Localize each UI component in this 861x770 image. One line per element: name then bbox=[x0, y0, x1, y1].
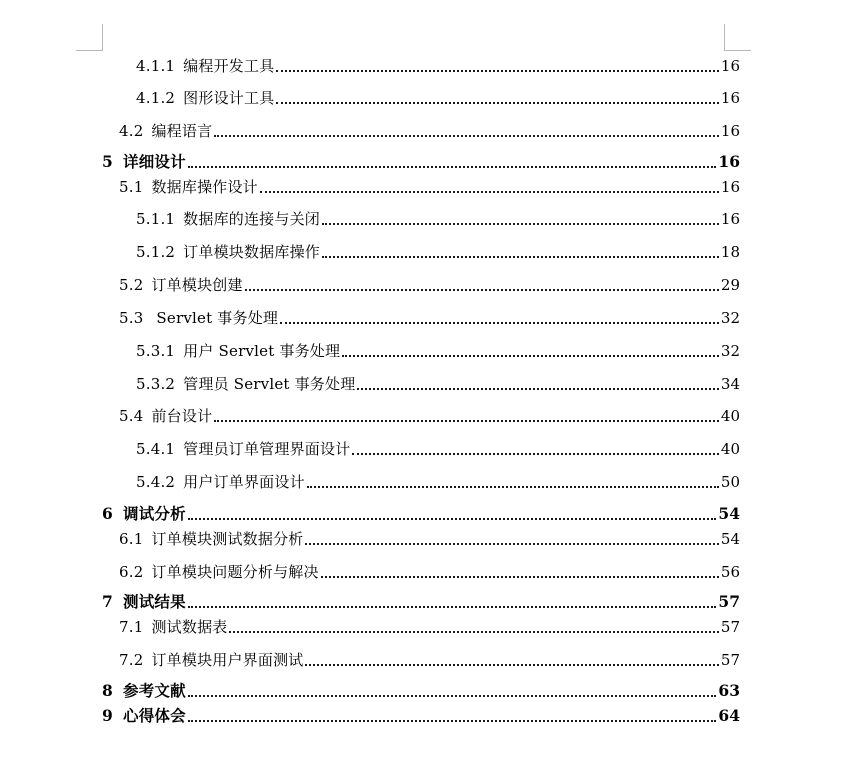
toc-entry-title bbox=[136, 242, 320, 262]
toc-entry-label: 数据库的连接与关闭 bbox=[183, 210, 320, 228]
toc-dot-leader bbox=[188, 164, 717, 168]
toc-entry[interactable] bbox=[136, 242, 740, 262]
toc-page-number: 29 bbox=[720, 276, 740, 294]
toc-page-number: 64 bbox=[718, 706, 740, 725]
toc-entry-label: 图形设计工具 bbox=[183, 89, 275, 107]
toc-entry[interactable] bbox=[102, 592, 740, 612]
toc-entry-number: 5.1.2 bbox=[136, 243, 176, 261]
crop-mark-top-right bbox=[724, 24, 751, 51]
toc-entry[interactable] bbox=[119, 121, 740, 141]
toc-entry-title bbox=[119, 121, 212, 141]
toc-entry-title bbox=[119, 406, 212, 426]
toc-dot-leader bbox=[276, 68, 719, 72]
toc-entry-title bbox=[102, 706, 186, 726]
toc-dot-leader bbox=[188, 604, 717, 608]
toc-entry[interactable] bbox=[136, 56, 740, 76]
toc-entry-number: 4.1.1 bbox=[136, 57, 176, 75]
toc-entry-number: 5.4 bbox=[119, 407, 144, 425]
toc-entry-title bbox=[119, 275, 243, 295]
toc-entry-label: 订单模块创建 bbox=[151, 276, 243, 294]
toc-dot-leader bbox=[357, 386, 718, 390]
toc-dot-leader bbox=[352, 451, 719, 455]
toc-dot-leader bbox=[305, 662, 718, 666]
toc-entry[interactable] bbox=[119, 650, 740, 670]
toc-dot-leader bbox=[305, 541, 718, 545]
toc-page-number: 57 bbox=[720, 618, 740, 636]
toc-entry-number: 4.2 bbox=[119, 122, 144, 140]
toc-page-number: 16 bbox=[720, 89, 740, 107]
toc-entry-title bbox=[102, 681, 186, 701]
toc-entry-title bbox=[136, 56, 274, 76]
toc-entry-label: 订单模块用户界面测试 bbox=[151, 651, 304, 669]
toc-entry-label: Servlet 事务处理 bbox=[151, 309, 279, 327]
toc-dot-leader bbox=[322, 221, 719, 225]
toc-page-number: 16 bbox=[718, 152, 740, 171]
toc-page-number: 32 bbox=[720, 342, 740, 360]
toc-entry-number: 5.4.1 bbox=[136, 440, 176, 458]
toc-entry-label: 前台设计 bbox=[151, 407, 213, 425]
toc-entry-number: 9 bbox=[102, 706, 113, 725]
toc-entry-number: 5.1.1 bbox=[136, 210, 176, 228]
toc-entry[interactable] bbox=[136, 472, 740, 492]
toc-entry-number: 5.3.1 bbox=[136, 342, 176, 360]
toc-dot-leader bbox=[214, 133, 719, 137]
toc-page-number: 56 bbox=[720, 563, 740, 581]
toc-entry-number: 6.2 bbox=[119, 563, 144, 581]
toc-dot-leader bbox=[188, 718, 717, 722]
toc-entry-title bbox=[136, 209, 320, 229]
toc-entry-title bbox=[119, 617, 227, 637]
toc-entry-label: 心得体会 bbox=[123, 706, 186, 725]
toc-entry[interactable] bbox=[136, 88, 740, 108]
toc-entry-label: 数据库操作设计 bbox=[151, 178, 258, 196]
toc-page-number: 16 bbox=[720, 57, 740, 75]
toc-entry-label: 用户订单界面设计 bbox=[183, 473, 305, 491]
toc-page-number: 54 bbox=[718, 504, 740, 523]
toc-entry-title bbox=[119, 177, 258, 197]
toc-entry[interactable] bbox=[136, 374, 740, 394]
toc-dot-leader bbox=[260, 189, 719, 193]
toc-dot-leader bbox=[321, 574, 719, 578]
toc-entry-label: 调试分析 bbox=[123, 504, 186, 523]
toc-entry-label: 编程语言 bbox=[151, 122, 213, 140]
toc-entry-label: 订单模块问题分析与解决 bbox=[151, 563, 319, 581]
toc-entry[interactable] bbox=[119, 275, 740, 295]
toc-entry-number: 5.1 bbox=[119, 178, 144, 196]
toc-entry[interactable] bbox=[119, 177, 740, 197]
toc-dot-leader bbox=[307, 484, 719, 488]
toc-dot-leader bbox=[188, 693, 717, 697]
toc-page-number: 16 bbox=[720, 178, 740, 196]
toc-page-number: 50 bbox=[720, 473, 740, 491]
toc-entry-label: 订单模块数据库操作 bbox=[183, 243, 320, 261]
toc-entry-number: 5 bbox=[102, 152, 113, 171]
toc-entry-number: 7.1 bbox=[119, 618, 144, 636]
toc-page-number: 40 bbox=[720, 440, 740, 458]
toc-entry[interactable] bbox=[119, 529, 740, 549]
toc-entry-number: 5.3 bbox=[119, 309, 144, 327]
toc-entry[interactable] bbox=[102, 706, 740, 726]
toc-entry-title bbox=[136, 439, 350, 459]
toc-page-number: 57 bbox=[718, 592, 740, 611]
toc-page-number: 54 bbox=[720, 530, 740, 548]
toc-entry-number: 5.2 bbox=[119, 276, 144, 294]
toc-page-number: 16 bbox=[720, 122, 740, 140]
toc-page-number: 34 bbox=[720, 375, 740, 393]
toc-dot-leader bbox=[214, 418, 719, 422]
toc-entry[interactable] bbox=[136, 439, 740, 459]
toc-entry-label: 订单模块测试数据分析 bbox=[151, 530, 304, 548]
toc-dot-leader bbox=[280, 320, 719, 324]
toc-entry-title bbox=[119, 308, 278, 328]
toc-dot-leader bbox=[188, 516, 717, 520]
toc-page-number: 18 bbox=[720, 243, 740, 261]
crop-mark-top-left bbox=[76, 24, 103, 51]
toc-entry-title bbox=[102, 592, 186, 612]
toc-page-number: 32 bbox=[720, 309, 740, 327]
toc-entry[interactable] bbox=[119, 562, 740, 582]
toc-entry[interactable] bbox=[119, 617, 740, 637]
toc-entry-title bbox=[102, 504, 186, 524]
toc-entry-title bbox=[136, 88, 274, 108]
toc-entry[interactable] bbox=[102, 681, 740, 701]
toc-entry-number: 5.3.2 bbox=[136, 375, 176, 393]
toc-dot-leader bbox=[229, 629, 718, 633]
toc-entry-number: 7.2 bbox=[119, 651, 144, 669]
toc-entry[interactable] bbox=[136, 209, 740, 229]
toc-page-number: 16 bbox=[720, 210, 740, 228]
toc-entry-label: 测试数据表 bbox=[151, 618, 228, 636]
toc-entry-label: 详细设计 bbox=[123, 152, 186, 171]
toc-dot-leader bbox=[276, 100, 719, 104]
toc-entry-label: 管理员 Servlet 事务处理 bbox=[183, 375, 356, 393]
toc-entry-number: 8 bbox=[102, 681, 113, 700]
toc-entry[interactable] bbox=[119, 308, 740, 328]
toc-entry-title bbox=[136, 341, 340, 361]
toc-entry-number: 5.4.2 bbox=[136, 473, 176, 491]
toc-entry[interactable] bbox=[102, 504, 740, 524]
toc-entry-label: 编程开发工具 bbox=[183, 57, 275, 75]
toc-dot-leader bbox=[322, 254, 719, 258]
toc-entry[interactable] bbox=[136, 341, 740, 361]
toc-entry-number: 6.1 bbox=[119, 530, 144, 548]
toc-page-number: 57 bbox=[720, 651, 740, 669]
toc-entry-number: 7 bbox=[102, 592, 113, 611]
toc-page-number: 40 bbox=[720, 407, 740, 425]
toc-entry-number: 4.1.2 bbox=[136, 89, 176, 107]
toc-entry-label: 用户 Servlet 事务处理 bbox=[183, 342, 341, 360]
toc-entry[interactable] bbox=[119, 406, 740, 426]
toc-entry-label: 管理员订单管理界面设计 bbox=[183, 440, 351, 458]
toc-entry-title bbox=[119, 562, 319, 582]
toc-entry-label: 参考文献 bbox=[123, 681, 186, 700]
toc-dot-leader bbox=[245, 287, 719, 291]
toc-entry[interactable] bbox=[102, 152, 740, 172]
toc-entry-title bbox=[136, 374, 355, 394]
toc-entry-label: 测试结果 bbox=[123, 592, 186, 611]
toc-entry-title bbox=[136, 472, 305, 492]
toc-entry-title bbox=[119, 650, 303, 670]
toc-entry-number: 6 bbox=[102, 504, 113, 523]
toc-dot-leader bbox=[342, 353, 719, 357]
toc-page-number: 63 bbox=[718, 681, 740, 700]
toc-entry-title bbox=[119, 529, 303, 549]
toc-entry-title bbox=[102, 152, 186, 172]
